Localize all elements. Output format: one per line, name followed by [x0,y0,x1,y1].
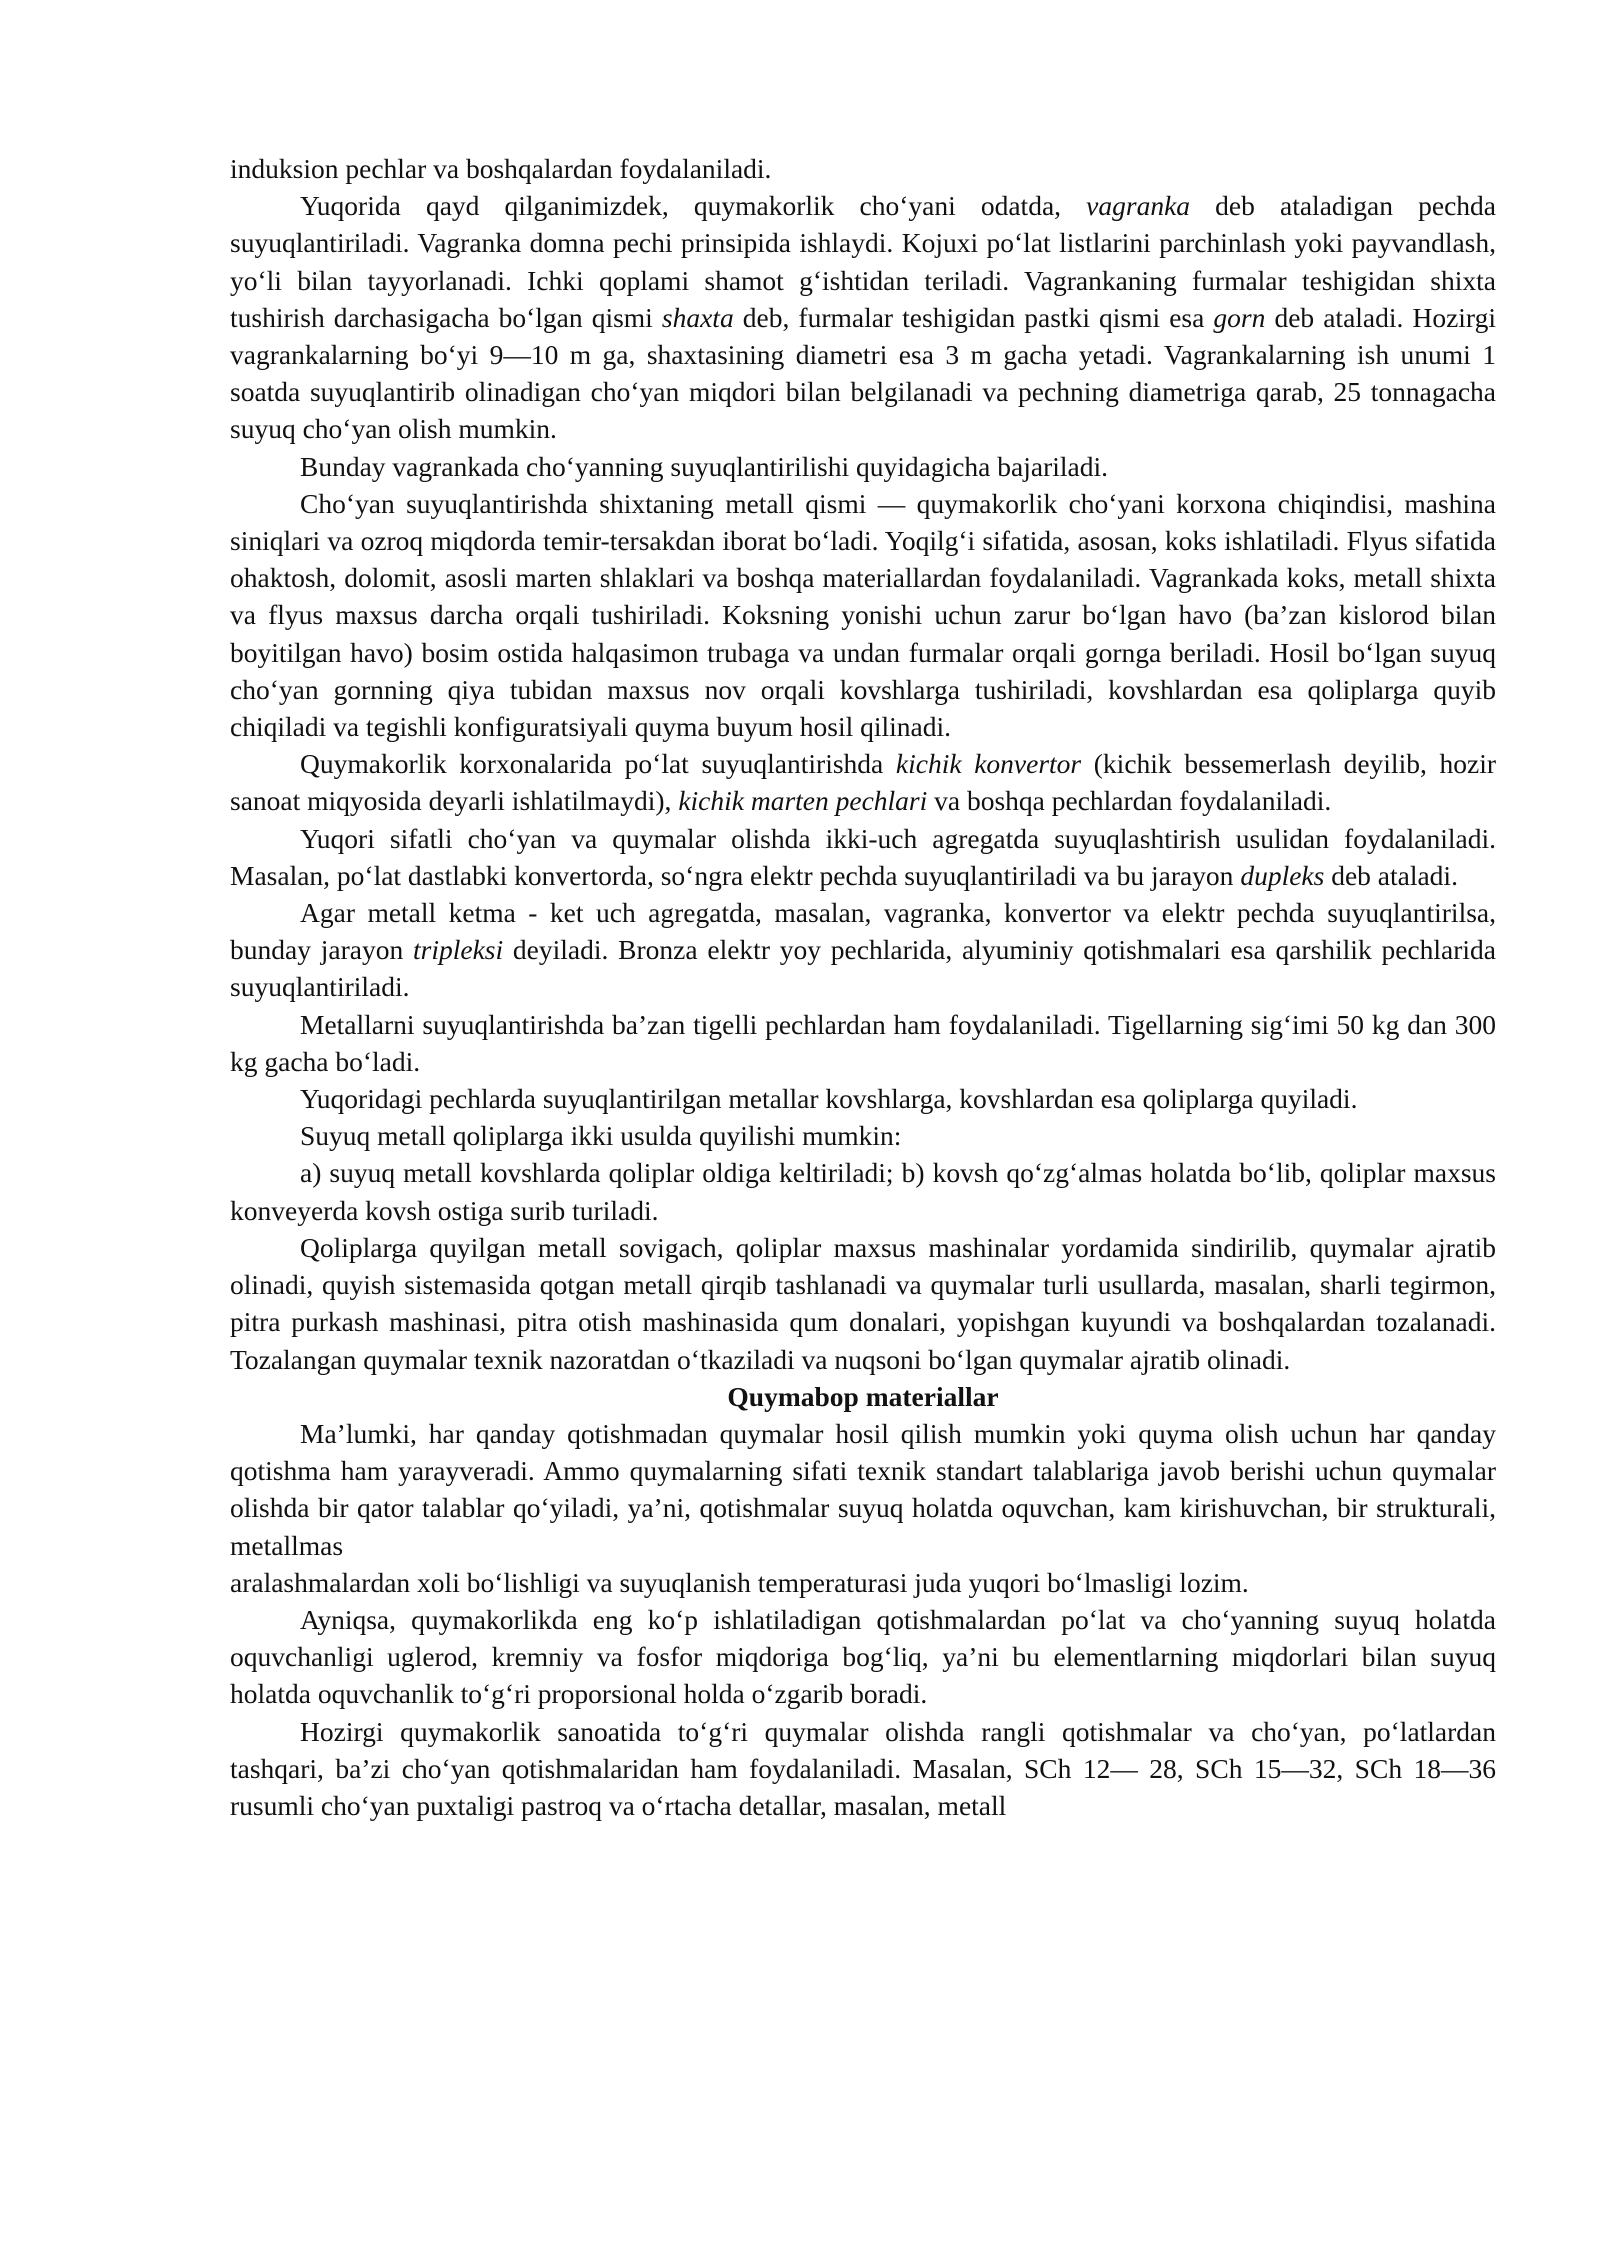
text-run: va boshqa pechlardan foydalaniladi. [927,785,1332,817]
text-run: Hozirgi quymakorlik sanoatida to‘g‘ri quymalar olishda rangli qotishmalar va cho‘yan, po‘latlardan tashqari, ba’zi cho‘yan qotishmalaridan ham foydalaniladi. Masalan, SCh 12— 28, SCh 15—32, SCh 18—36 rusumli cho‘yan puxtaligi pastroq va o‘rtacha detallar, masalan, metall [230,1715,1496,1821]
text-run: Yuqorida qayd qilganimizdek, quymakorlik cho‘yani odatda, [300,190,1087,222]
paragraph [230,187,1496,447]
italic-term: gorn [1213,301,1266,333]
text-run: Agar metall ketma - ket uch agregatda, masalan, vagranka, konvertor va elektr pechda suyuqlantirilsa, bunday jarayon [230,897,1496,966]
paragraph [230,1415,1496,1564]
paragraph [230,1713,1496,1825]
text-run: deb ataladigan pechda suyuqlantiriladi. Vagranka domna pechi prinsipida ishlaydi. Kojuxi po‘lat listlarini parchinlash yoki payvandlash, yo‘li bilan tayyorlanadi. Ichki qoplami shamot g‘ishtidan teriladi. Vagrankaning furmalar teshigidan shixta tushirish darchasigacha bo‘lgan qismi [230,190,1496,333]
paragraph [230,1117,1496,1154]
italic-term: shaxta [661,301,734,333]
italic-term: kichik marten pechlari [678,785,928,817]
italic-term: kichik konvertor [895,748,1082,780]
section-heading: Quymabop materiallar [727,1380,999,1412]
paragraph [230,820,1496,894]
paragraph [230,448,1496,485]
paragraph [230,150,1496,187]
section-before [230,150,1496,1378]
italic-term: tripleksi [413,934,504,966]
paragraph [230,1601,1496,1713]
paragraph [230,485,1496,745]
italic-term: dupleks [1240,859,1325,891]
text-run: induksion pechlar va boshqalardan foydalaniladi. [230,153,772,184]
text-run: aralashmalardan xoli bo‘lishligi va suyuqlanish temperaturasi juda yuqori bo‘lmasligi lozim. [230,1566,1249,1598]
paragraph [230,1006,1496,1080]
text-run: Cho‘yan suyuqlantirishda shixtaning metall qismi — quymakorlik cho‘yani korxona chiqindisi, mashina siniqlari va ozroq miqdorda temir-tersakdan iborat bo‘ladi. Yoqilg‘i sifatida, asosan, koks ishlatiladi. Flyus sifatida ohaktosh, dolomit, asosli marten shlaklari va boshqa materiallardan foydalaniladi. Vagrankada koks, metall shixta va flyus maxsus darcha orqali tushiriladi. Koksning yonishi uchun zarur bo‘lgan havo (ba’zan kislorod bilan boyitilgan havo) bosim ostida halqasimon trubaga va undan furmalar orqali gornga beriladi. Hosil bo‘lgan suyuq cho‘yan gornning qiya tubidan maxsus nov orqali kovshlarga tushiriladi, kovshlardan esa qoliplarga quyib chiqiladi va tegishli konfiguratsiyali quyma buyum hosil qilinadi. [230,487,1496,743]
paragraph [230,1229,1496,1378]
paragraph [230,894,1496,1006]
paragraph [230,1564,1496,1601]
text-run: Quymakorlik korxonalarida po‘lat suyuqlantirishda [300,748,896,780]
text-run: Yuqori sifatli cho‘yan va quymalar olishda ikki-uch agregatda suyuqlashtirish usulidan foydalaniladi. Masalan, po‘lat dastlabki konvertorda, so‘ngra elektr pechda suyuqlantiriladi va bu jarayon [230,822,1496,891]
paragraph [230,745,1496,819]
text-run: deyiladi. Bronza elektr yoy pechlarida, alyuminiy qotishmalari esa qarshilik pechlarida suyuqlantiriladi. [230,934,1496,1003]
text-run: Suyuq metall qoliplarga ikki usulda quyilishi mumkin: [300,1120,902,1152]
text-run: (kichik bessemerlash deyilib, hozir sanoat miqyosida deyarli ishlatilmaydi), [230,748,1496,817]
document-page [230,150,1496,1824]
text-run: a) suyuq metall kovshlarda qoliplar oldiga keltiriladi; b) kovsh qo‘zg‘almas holatda bo‘lib, qoliplar maxsus konveyerda kovsh ostiga surib turiladi. [230,1157,1496,1226]
paragraph [230,1080,1496,1117]
text-run: Ayniqsa, quymakorlikda eng ko‘p ishlatiladigan qotishmalardan po‘lat va cho‘yanning suyuq holatda oquvchanligi uglerod, kremniy va fosfor miqdoriga bog‘liq, ya’ni bu elementlarning miqdorlari bilan suyuq holatda oquvchanlik to‘g‘ri proporsional holda o‘zgarib boradi. [230,1603,1496,1710]
text-run: deb ataladi. Hozirgi vagrankalarning bo‘yi 9—10 m ga, shaxtasining diametri esa 3 m gacha yetadi. Vagrankalarning ish unumi 1 soatda suyuqlantirib olinadigan cho‘yan miqdori bilan belgilanadi va pechning diametriga qarab, 25 tonnagacha suyuq cho‘yan olish mumkin. [230,301,1496,445]
text-run: Metallarni suyuqlantirishda ba’zan tigelli pechlardan ham foydalaniladi. Tigellarning sig‘imi 50 kg dan 300 kg gacha bo‘ladi. [230,1008,1496,1077]
text-run: Bunday vagrankada cho‘yanning suyuqlantirilishi quyidagicha bajariladi. [300,450,1108,482]
paragraph [230,1154,1496,1228]
text-run: Yuqoridagi pechlarda suyuqlantirilgan metallar kovshlarga, kovshlardan esa qoliplarga quyiladi. [300,1083,1358,1115]
text-run: deb ataladi. [1324,859,1458,891]
italic-term: vagranka [1086,190,1191,222]
text-run: deb, furmalar teshigidan pastki qismi esa [733,301,1214,333]
section-after [230,1415,1496,1824]
text-run: Qoliplarga quyilgan metall sovigach, qoliplar maxsus mashinalar yordamida sindirilib, quymalar ajratib olinadi, quyish sistemasida qotgan metall qirqib tashlanadi va quymalar turli usullarda, masalan, sharli tegirmon, pitra purkash mashinasi, pitra otish mashinasida qum donalari, yopishgan kuyundi va boshqalardan tozalanadi. Tozalangan quymalar texnik nazoratdan o‘tkaziladi va nuqsoni bo‘lgan quymalar ajratib olinadi. [230,1231,1496,1375]
text-run: Ma’lumki, har qanday qotishmadan quymalar hosil qilish mumkin yoki quyma olish uchun har qanday qotishma ham yarayveradi. Ammo quymalarning sifati texnik standart talablariga javob berishi uchun quymalar olishda bir qator talablar qo‘yiladi, ya’ni, qotishmalar suyuq holatda oquvchan, kam kirishuvchan, bir strukturali, metallmas [230,1417,1496,1561]
